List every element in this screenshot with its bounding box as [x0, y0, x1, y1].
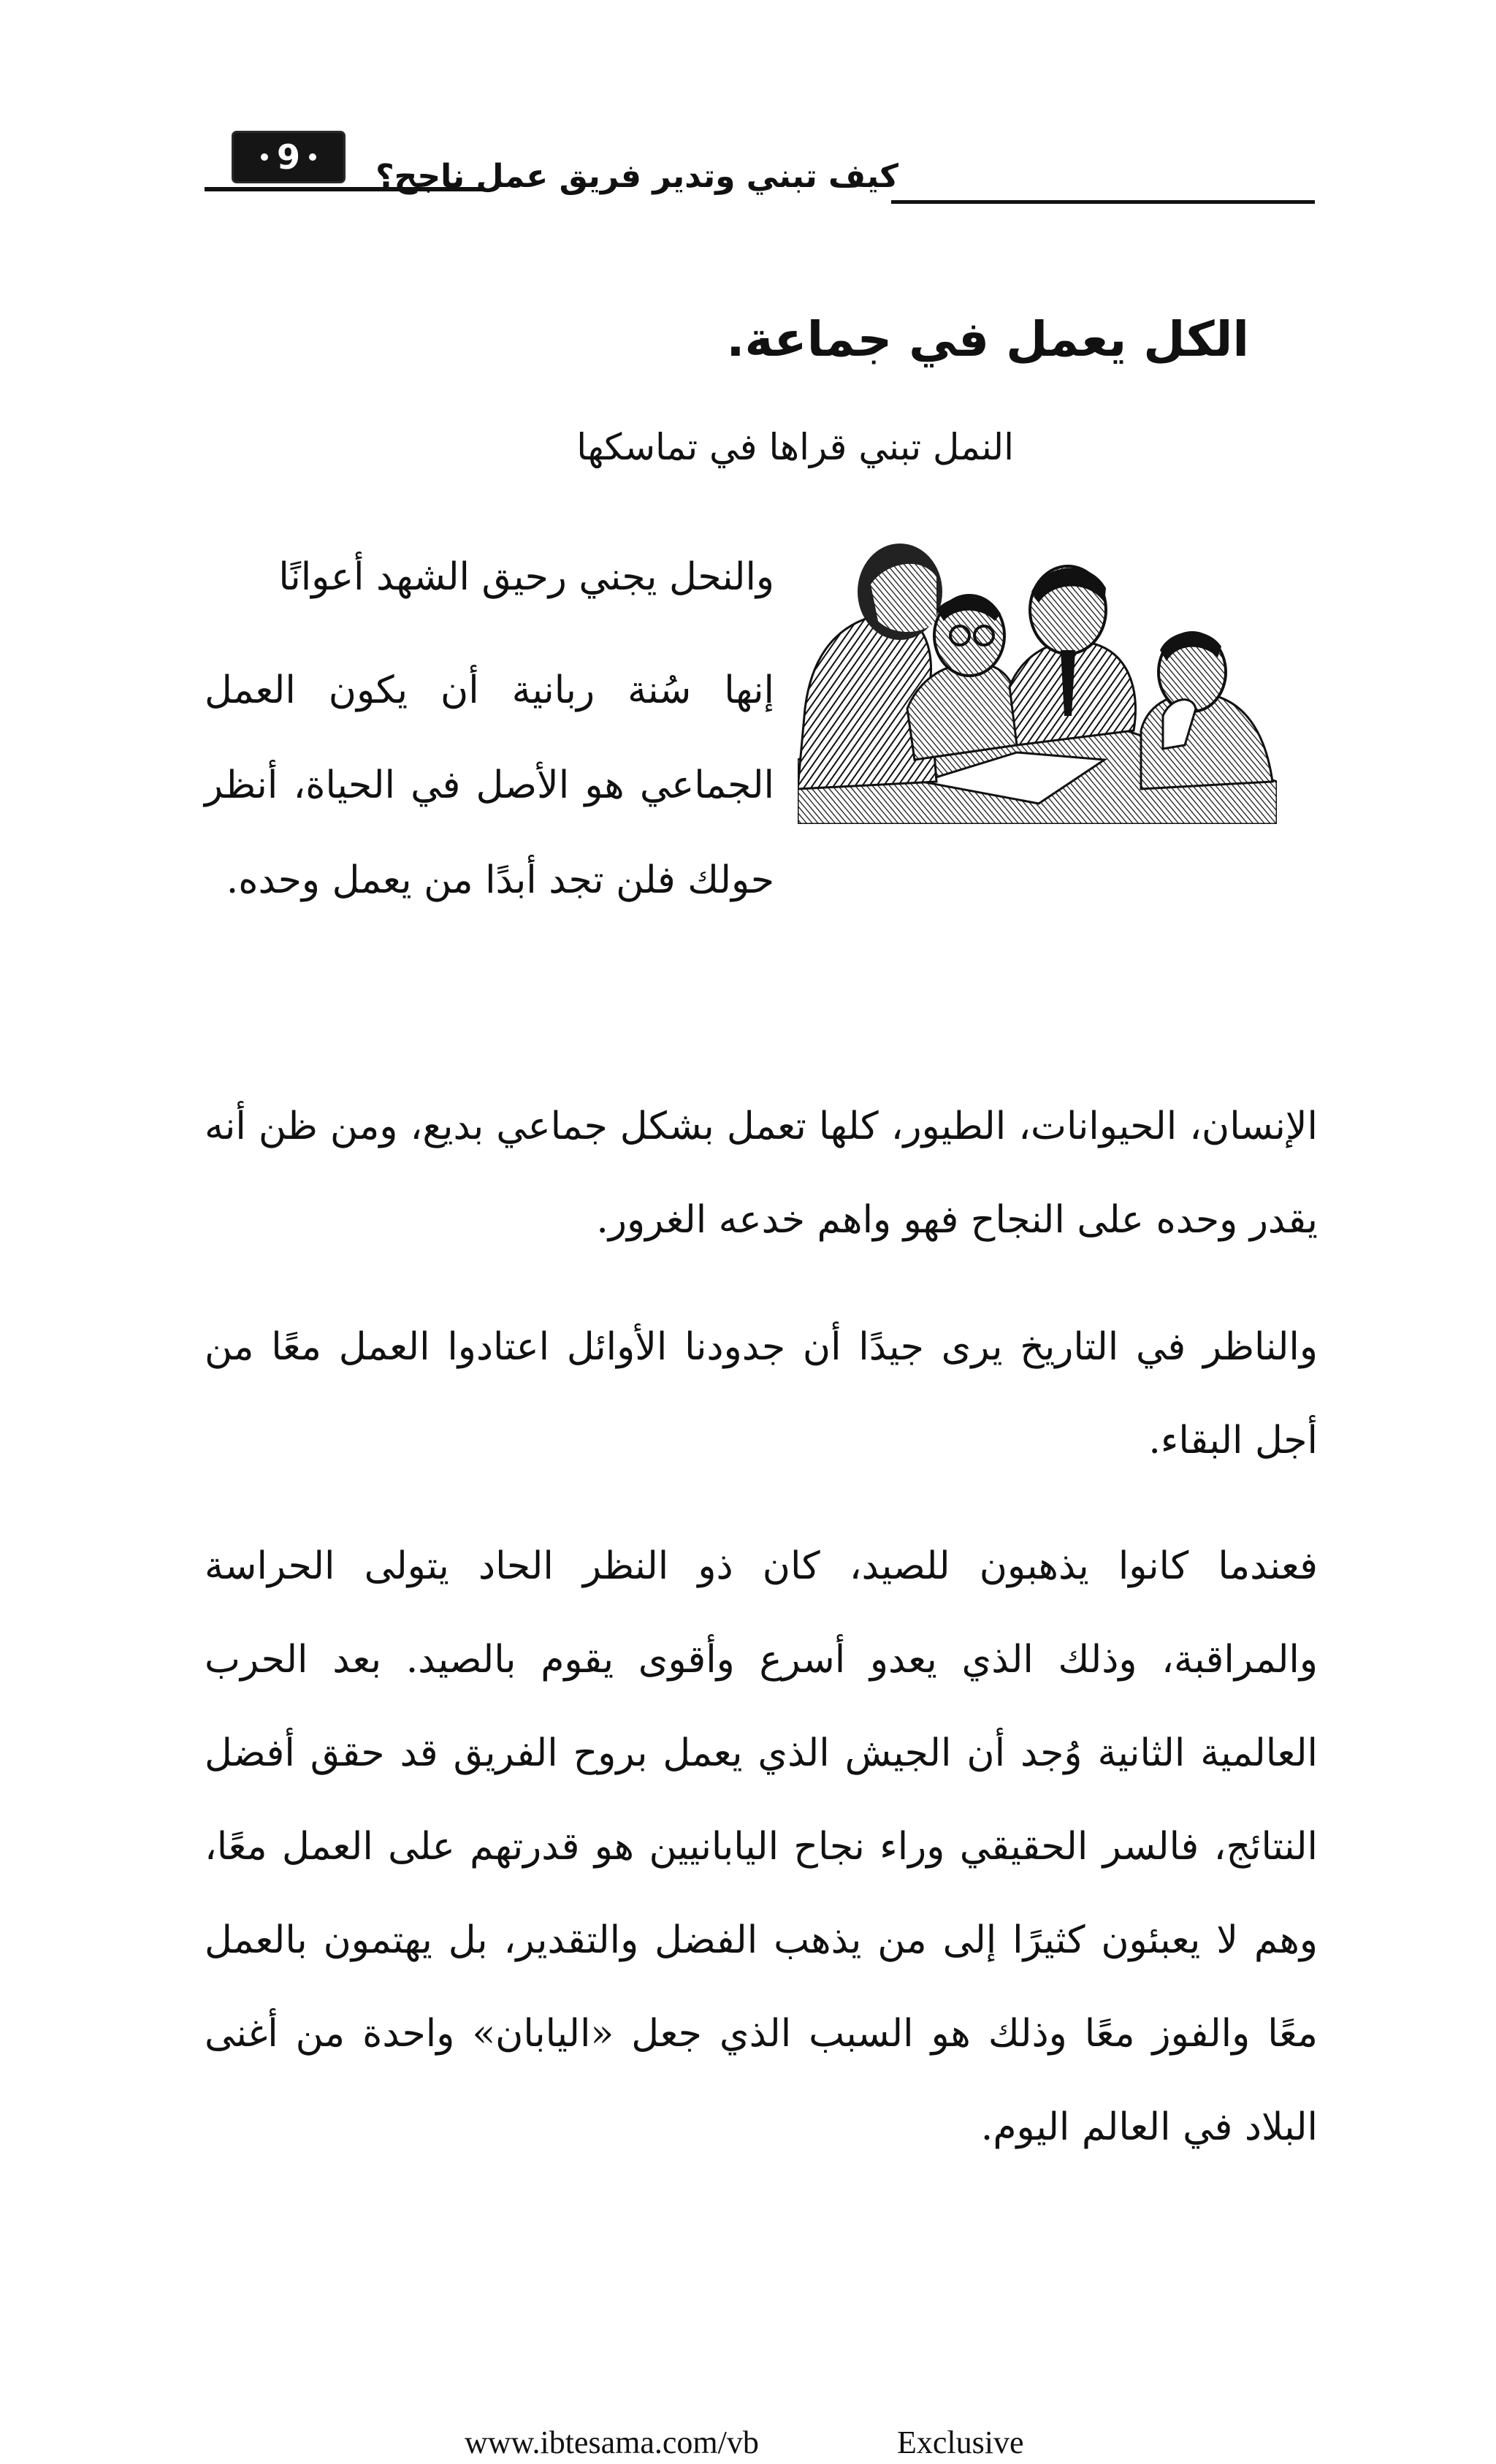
body-paragraph-3: فعندما كانوا يذهبون للصيد، كان ذو النظر الحاد يتولى الحراسة والمراقبة، وذلك الذي يعدو أسرع وأقوى يقوم بالصيد. بعد الحرب العالمية الثانية وُجد أن الجيش الذي يعمل بروح الفريق قد حقق أفضل النتائج، فالسر الحقيقي وراء نجاح اليابانيين هو قدرتهم على العمل معًا، وهم لا يعبئون كثيرًا إلى من يذهب الفضل والتقدير، بل يهتمون بالعمل معًا والفوز معًا وذلك هو السبب الذي جعل «اليابان» واحدة من أغنى البلاد في العالم اليوم. [205, 1544, 1318, 2149]
side-paragraph: إنها سُنة ربانية أن يكون العمل الجماعي هو الأصل في الحياة، أنظر حولك فلن تجد أبدًا من يعمل وحده. [205, 668, 774, 902]
page-number: 9 [276, 137, 300, 177]
book-title: كيف تبني وتدير فريق عمل ناجح؟ [375, 158, 898, 195]
footer-url: www.ibtesama.com/vb [465, 2425, 759, 2460]
dot-decoration-icon [261, 153, 268, 161]
illustration-svg [798, 541, 1277, 824]
page-number-badge [234, 133, 343, 181]
running-header [205, 124, 1315, 205]
poem-line-2: والنحل يجني رحيق الشهد أعوانًا [278, 555, 774, 599]
section-heading: الكل يعمل في جماعة. [726, 311, 1249, 367]
dot-decoration-icon [309, 153, 316, 161]
group-of-men-working-together-illustration [798, 541, 1277, 824]
header-rule-right [891, 200, 1315, 204]
page-footer [0, 2424, 1496, 2460]
body-paragraph-1: الإنسان، الحيوانات، الطيور، كلها تعمل بشكل جماعي بديع، ومن ظن أنه يقدر وحده على النجاح فهو واهم خدعه الغرور. [205, 1105, 1318, 1242]
poem-line-1: النمل تبني قراها في تماسكها [576, 426, 1014, 468]
body-paragraph-2: والناظر في التاريخ يرى جيدًا أن جدودنا الأوائل اعتادوا العمل معًا من أجل البقاء. [205, 1325, 1318, 1462]
footer-tag: Exclusive [897, 2425, 1024, 2460]
